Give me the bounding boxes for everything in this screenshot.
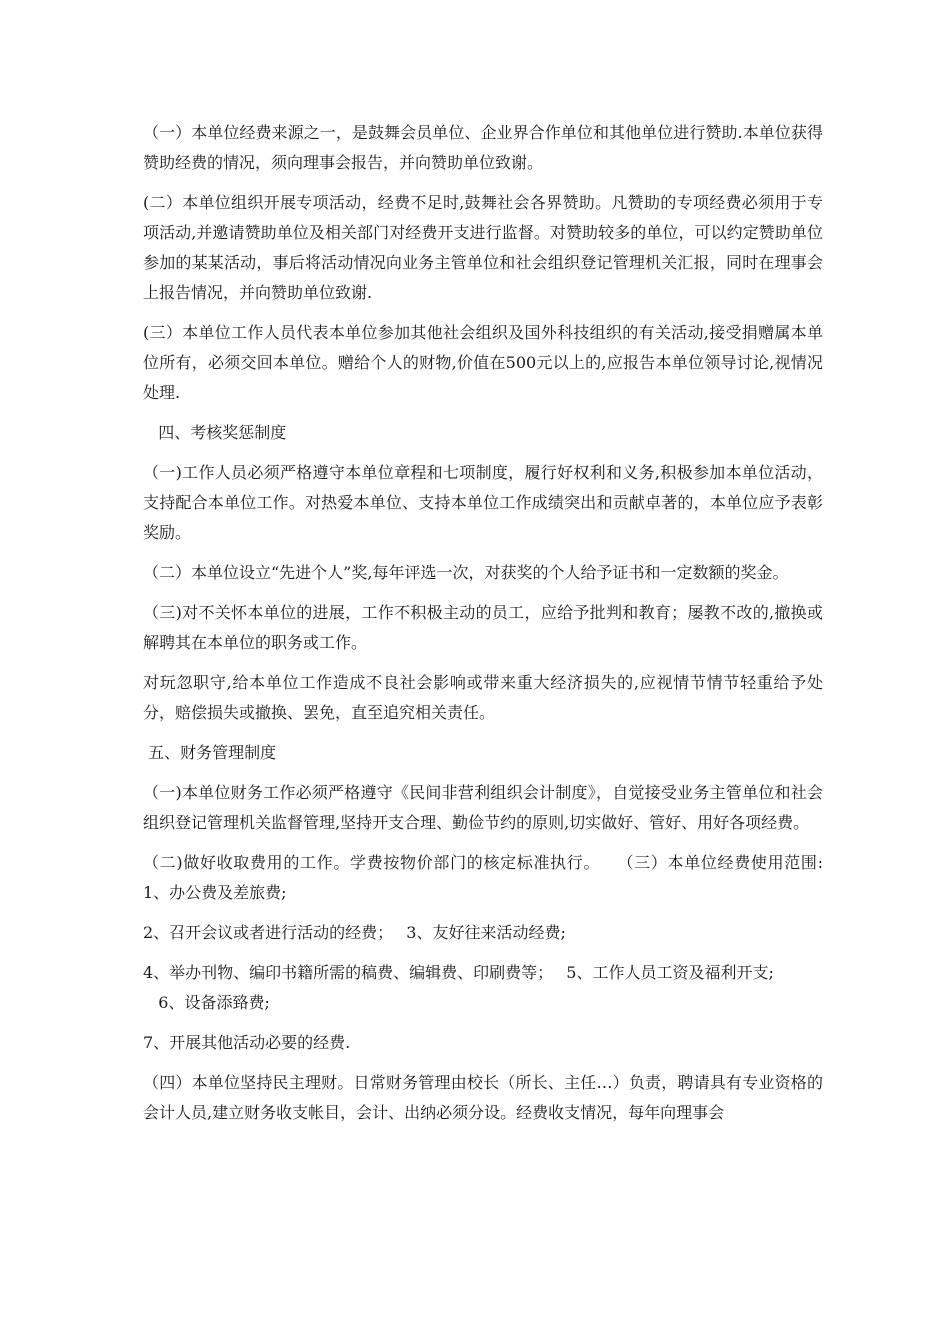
paragraph-fee-collection: （二)做好收取费用的工作。学费按物价部门的核定标准执行。 （三）本单位经费使用范围: 1、办公费及差旅费;: [143, 853, 888, 902]
paragraph-expense-items-4-6: 4、举办刊物、编印书籍所需的稿费、编辑费、印刷费等； 5、工作人员工资及福利开支; 6、设备添臵费;: [143, 963, 774, 1012]
paragraph-accounting-rules: （一)本单位财务工作必须严格遵守《民间非营利组织会计制度》，自觉接受业务主管单位和社会组织登记管理机关监督管理,坚持开支合理、勤俭节约的原则,切实做好、管好、用好各项经费。: [143, 783, 823, 832]
paragraph-democratic-finance: （四）本单位坚持民主理财。日常财务管理由校长（所长、主任…）负责，聘请具有专业资格的会计人员,建立财务收支帐目，会计、出纳必须分设。经费收支情况，每年向理事会: [143, 1073, 823, 1122]
section-heading-assessment: 四、考核奖惩制度: [143, 423, 287, 442]
paragraph-gifts-handling: (三）本单位工作人员代表本单位参加其他社会组织及国外科技组织的有关活动,接受捐赠属本单位所有，必须交回本单位。赠给个人的财物,价值在500元以上的,应报告本单位领导讨论,视情况处理.: [143, 323, 823, 402]
paragraph-advanced-individual-award: （二）本单位设立“先进个人”奖,每年评选一次，对获奖的个人给予证书和一定数额的奖金。: [143, 563, 789, 582]
paragraph-criticism-dismissal: （三)对不关怀本单位的进展，工作不积极主动的员工，应给予批判和教育；屡教不改的,撤换或解聘其在本单位的职务或工作。: [143, 603, 823, 652]
paragraph-donation-source: （一）本单位经费来源之一，是鼓舞会员单位、企业界合作单位和其他单位进行赞助.本单位获得赞助经费的情况，须向理事会报告，并向赞助单位致谢。: [143, 123, 823, 172]
paragraph-expense-items-2-3: 2、召开会议或者进行活动的经费； 3、友好往来活动经费;: [143, 923, 566, 942]
paragraph-staff-obligations: （一)工作人员必须严格遵守本单位章程和七项制度，履行好权利和义务,积极参加本单位活动，支持配合本单位工作。对热爱本单位、支持本单位工作成绩突出和贡献卓著的，本单位应予表彰奖励。: [143, 463, 823, 542]
paragraph-special-activity-sponsorship: (二）本单位组织开展专项活动，经费不足时,鼓舞社会各界赞助。凡赞助的专项经费必须用于专项活动,并邀请赞助单位及相关部门对经费开支进行监督。对赞助较多的单位，可以约定赞助单位参加的某某活动，事后将活动情况向业务主管单位和社会组织登记管理机关汇报，同时在理事会上报告情况，并向赞助单位致谢.: [143, 193, 823, 302]
section-heading-finance: 五、财务管理制度: [143, 743, 277, 762]
paragraph-negligence-penalty: 对玩忽职守,给本单位工作造成不良社会影响或带来重大经济损失的,应视情节情节轻重给予处分，赔偿损失或撤换、罢免，直至追究相关责任。: [143, 673, 823, 722]
document-body: [143, 118, 888, 1138]
paragraph-expense-item-7: 7、开展其他活动必要的经费.: [143, 1033, 351, 1052]
